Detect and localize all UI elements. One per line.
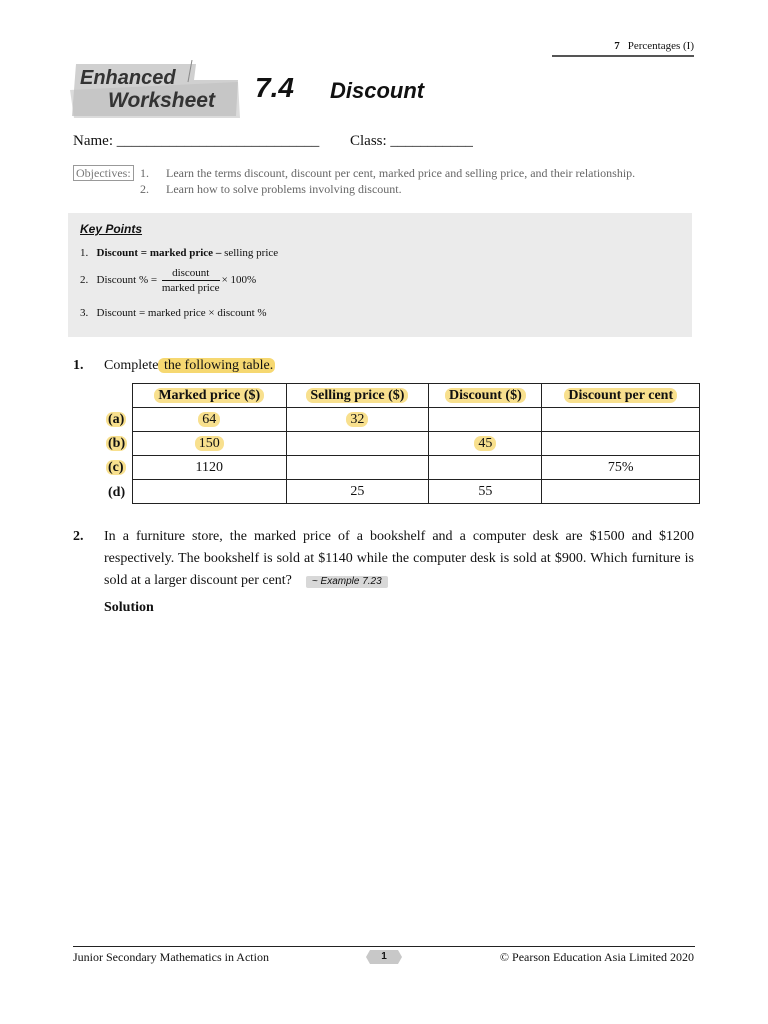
footer-book-title: Junior Secondary Mathematics in Action	[73, 950, 269, 964]
row-label: (b)	[108, 436, 126, 451]
badge-line-worksheet: Worksheet	[108, 89, 215, 112]
table-cell	[133, 480, 287, 504]
table-cell	[286, 432, 429, 456]
column-header: Marked price ($)	[133, 384, 287, 408]
footer-copyright: © Pearson Education Asia Limited 2020	[499, 950, 694, 964]
header-rule	[552, 55, 694, 57]
key-point-1: 1. Discount = marked price – selling price	[80, 247, 279, 259]
chapter-number: 7	[614, 40, 620, 52]
name-field: Name: ___________________________	[73, 133, 320, 149]
column-header: Discount per cent	[542, 384, 700, 408]
page-number-badge	[366, 950, 402, 964]
page-number: 1	[381, 951, 387, 962]
row-label: (a)	[108, 412, 125, 427]
column-header: Selling price ($)	[286, 384, 429, 408]
example-reference-tag: ~ Example 7.23	[306, 576, 388, 588]
table-row	[133, 456, 700, 480]
question-2-text: In a furniture store, the marked price of a bookshelf and a computer desk are $1500 and $1200 respectively. The bookshelf is sold at $1140 while the computer desk is sold at $900. Which furniture is sold at a larger discount per cent? ~ Example 7.23	[104, 529, 694, 588]
enhanced-worksheet-badge	[70, 60, 240, 118]
table-cell: 45	[429, 432, 542, 456]
class-field: Class: ___________	[350, 133, 473, 149]
table-cell: 32	[286, 408, 429, 432]
table-cell	[429, 456, 542, 480]
chapter-title: Percentages (I)	[627, 40, 694, 52]
table-cell: 75%	[542, 456, 700, 480]
section-number: 7.4	[255, 72, 294, 103]
footer-rule	[73, 946, 695, 947]
table-cell: 64	[133, 408, 287, 432]
fraction: $\frac{\text{discount}}{\text{marked price}}$	[161, 267, 220, 294]
table-cell	[542, 480, 700, 504]
table-row	[133, 432, 700, 456]
question-number: 2.	[73, 529, 84, 544]
running-header	[614, 40, 694, 52]
table-cell	[542, 432, 700, 456]
table-header-row	[133, 384, 700, 408]
solution-label: Solution	[104, 600, 154, 615]
table-row	[133, 408, 700, 432]
table-cell	[286, 456, 429, 480]
table-cell: 25	[286, 480, 429, 504]
row-label: (c)	[108, 460, 124, 475]
table-cell: 55	[429, 480, 542, 504]
question-number: 1.	[73, 358, 84, 373]
table-cell	[429, 408, 542, 432]
discount-table	[132, 383, 700, 504]
key-point-2: 2. Discount % = $\frac{\text{discount}}{\text{marked price}}$ × 100%	[80, 267, 257, 294]
table-cell: 150	[133, 432, 287, 456]
section-title: Discount	[330, 78, 425, 103]
objectives-label: Objectives:	[73, 165, 134, 181]
table-cell	[542, 408, 700, 432]
row-label: (d)	[108, 485, 126, 500]
table-row	[133, 480, 700, 504]
key-points-title: Key Points	[80, 222, 143, 236]
table-cell: 1120	[133, 456, 287, 480]
column-header: Discount ($)	[429, 384, 542, 408]
badge-line-enhanced: Enhanced	[80, 67, 176, 89]
question-1-text: Complete the following table.	[104, 358, 274, 373]
key-point-3: 3. Discount = marked price × discount %	[80, 307, 267, 319]
